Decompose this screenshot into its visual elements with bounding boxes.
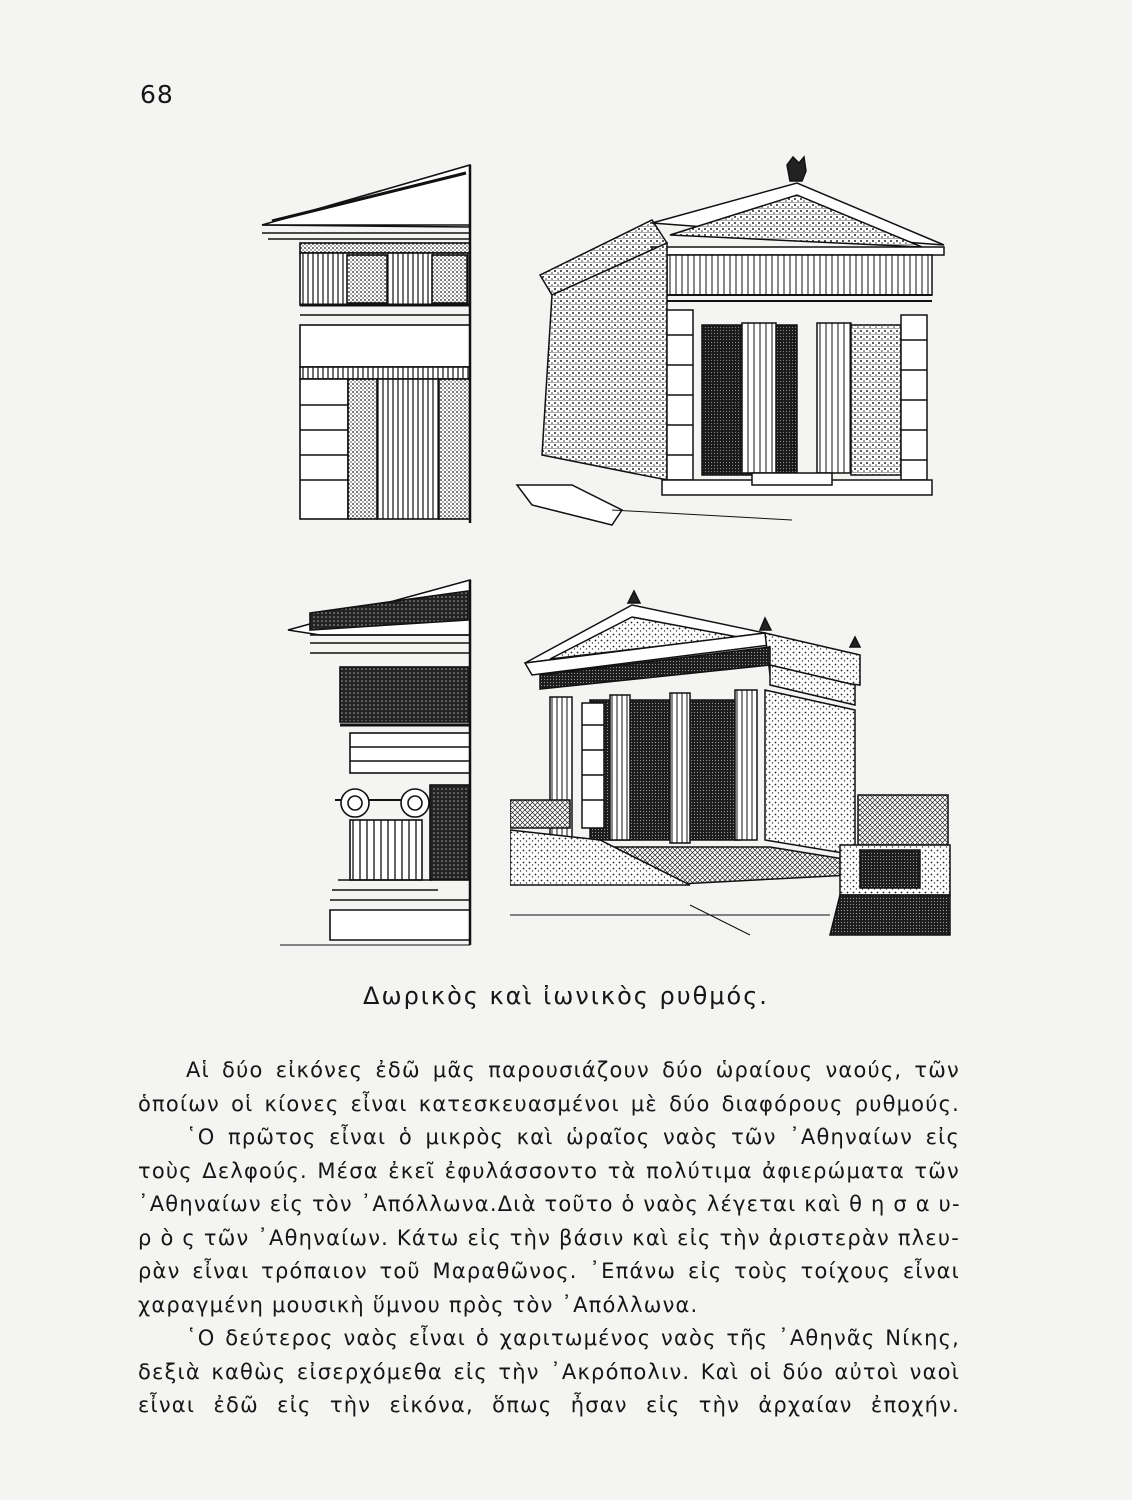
treasury-of-athenians-drawing bbox=[512, 155, 952, 530]
paragraph bbox=[138, 1054, 960, 1121]
text-line: δεξιὰ καθὼς εἰσερχόμεθα εἰς τὴν ᾿Ακρόπολιν. Καὶ οἱ δύο αὐτοὶ ναοὶ bbox=[138, 1359, 960, 1384]
text-line: ρ ὸ ς τῶν ᾿Αθηναίων. Κάτω εἰς τὴν βάσιν καὶ εἰς τὴν ἀριστερὰν πλευ- bbox=[138, 1225, 960, 1250]
paragraph bbox=[138, 1121, 960, 1322]
text-line: χαραγμένη μουσικὴ ὕμνου πρὸς τὸν ᾿Απόλλωνα. bbox=[138, 1292, 699, 1317]
paragraph bbox=[138, 1322, 960, 1423]
text-line: Αἱ δύο εἰκόνες ἐδῶ μᾶς παρουσιάζουν δύο ὡραίους ναούς, τῶν bbox=[186, 1058, 960, 1082]
doric-order-detail-drawing bbox=[252, 155, 477, 525]
text-line: ᾿Αθηναίων εἰς τὸν ᾿Απόλλωνα.Διὰ τοῦτο ὁ ναὸς λέγεται καὶ θ η σ α υ- bbox=[138, 1192, 961, 1216]
page-number: 68 bbox=[140, 80, 174, 109]
ionic-order-detail-drawing bbox=[280, 575, 476, 947]
text-line: ῾Ο δεύτερος ναὸς εἶναι ὁ χαριτωμένος ναὸς τῆς ᾿Αθηνᾶς Νίκης, bbox=[186, 1326, 960, 1350]
text-line: ὁποίων οἱ κίονες εἶναι κατεσκευασμένοι μὲ δύο διαφόρους ρυθμούς. bbox=[138, 1091, 960, 1116]
body-text bbox=[138, 1054, 960, 1423]
figure-caption: Δωρικὸς καὶ ἰωνικὸς ρυθμός. bbox=[363, 982, 769, 1010]
text-line: ρὰν εἶναι τρόπαιον τοῦ Μαραθῶνος. ᾿Επάνω εἰς τοὺς τοίχους εἶναι bbox=[138, 1259, 960, 1283]
text-line: εἶναι ἐδῶ εἰς τὴν εἰκόνα, ὅπως ἦσαν εἰς τὴν ἀρχαίαν ἐποχήν. bbox=[138, 1393, 960, 1417]
text-line: ῾Ο πρῶτος εἶναι ὁ μικρὸς καὶ ὡραῖος ναὸς τῶν ᾿Αθηναίων εἰς bbox=[186, 1125, 960, 1149]
temple-of-athena-nike-drawing bbox=[510, 585, 955, 945]
text-line: τοὺς Δελφούς. Μέσα ἐκεῖ ἐφυλάσσοντο τὰ πολύτιμα ἀφιερώματα τῶν bbox=[138, 1158, 960, 1183]
